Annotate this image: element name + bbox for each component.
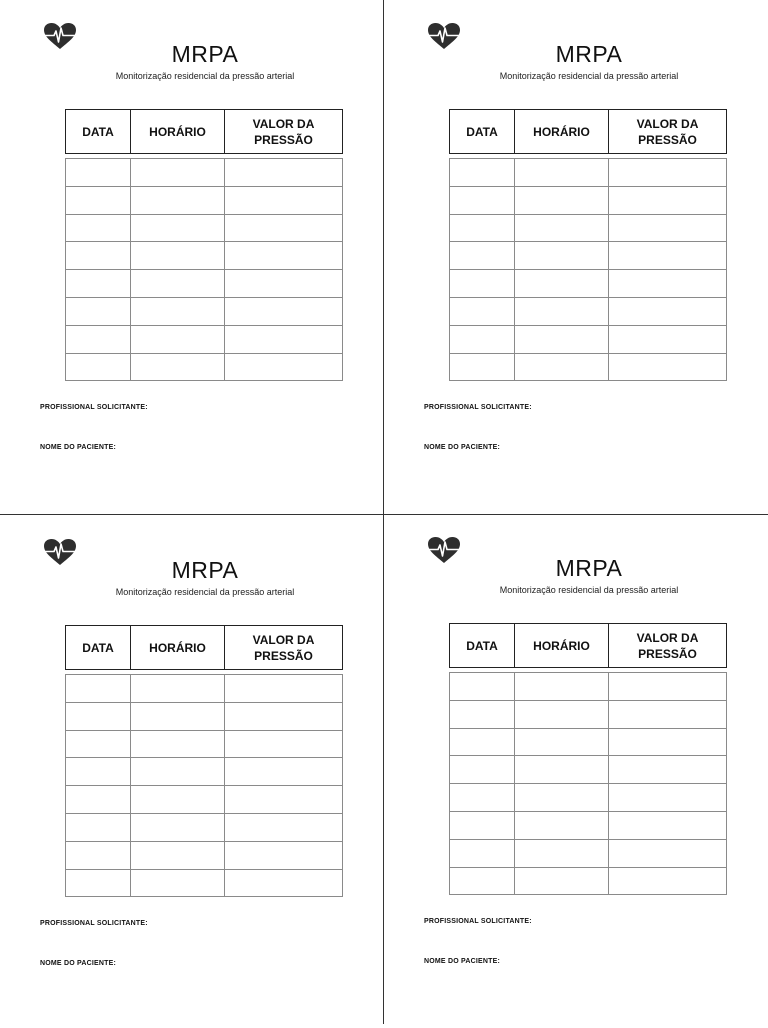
cell-date <box>66 159 131 187</box>
table-row <box>66 242 343 270</box>
cell-time <box>131 869 225 897</box>
patient-label: NOME DO PACIENTE: <box>40 444 116 451</box>
table-row <box>66 702 343 730</box>
cell-pressure <box>225 353 343 381</box>
cell-time <box>131 242 225 270</box>
table-row <box>450 700 727 728</box>
cell-date <box>450 159 515 187</box>
table-row <box>66 297 343 325</box>
mrpa-card <box>0 0 384 512</box>
cell-pressure <box>225 841 343 869</box>
cell-date <box>450 811 515 839</box>
cell-pressure <box>225 730 343 758</box>
card-title: MRPA <box>555 41 623 67</box>
cell-pressure <box>609 325 727 353</box>
cell-date <box>450 214 515 242</box>
cell-time <box>515 811 609 839</box>
column-header-pressure: VALOR DA PRESSÃO <box>252 632 315 663</box>
cell-time <box>515 325 609 353</box>
table-row <box>66 786 343 814</box>
table-row <box>450 242 727 270</box>
cell-pressure <box>609 728 727 756</box>
cell-date <box>450 839 515 867</box>
cell-pressure <box>609 784 727 812</box>
cell-time <box>131 841 225 869</box>
cell-date <box>66 786 131 814</box>
cell-date <box>66 214 131 242</box>
measurement-table <box>65 158 343 381</box>
measurement-table <box>65 674 343 897</box>
table-row <box>450 756 727 784</box>
cell-pressure <box>225 242 343 270</box>
mrpa-card <box>384 0 768 512</box>
cell-date <box>66 353 131 381</box>
table-row <box>66 730 343 758</box>
cell-date <box>450 186 515 214</box>
cell-time <box>131 786 225 814</box>
cell-date <box>450 325 515 353</box>
cell-date <box>450 242 515 270</box>
cell-date <box>450 297 515 325</box>
table-header <box>449 623 727 668</box>
cell-date <box>66 869 131 897</box>
table-row <box>450 186 727 214</box>
table-row <box>450 297 727 325</box>
column-header-pressure: VALOR DA PRESSÃO <box>636 116 699 147</box>
cell-time <box>131 159 225 187</box>
table-row <box>450 839 727 867</box>
card-title: MRPA <box>555 555 623 581</box>
cell-time <box>131 813 225 841</box>
cell-time <box>515 186 609 214</box>
table-row <box>450 867 727 895</box>
cell-date <box>66 325 131 353</box>
table-row <box>450 214 727 242</box>
table-header <box>65 625 343 670</box>
cell-date <box>66 186 131 214</box>
table-row <box>66 675 343 703</box>
cell-time <box>131 730 225 758</box>
table-row <box>66 270 343 298</box>
cell-date <box>450 673 515 701</box>
table-row <box>66 813 343 841</box>
column-header-time: HORÁRIO <box>131 626 225 669</box>
cell-date <box>450 867 515 895</box>
cell-time <box>515 673 609 701</box>
cell-time <box>515 159 609 187</box>
professional-label: PROFISSIONAL SOLICITANTE: <box>40 404 148 411</box>
cell-pressure <box>225 702 343 730</box>
cell-date <box>450 784 515 812</box>
cell-pressure <box>609 297 727 325</box>
measurement-table <box>449 158 727 381</box>
cell-time <box>515 756 609 784</box>
table-row <box>66 186 343 214</box>
mrpa-card <box>384 514 768 1026</box>
table-header <box>65 109 343 154</box>
cell-time <box>515 700 609 728</box>
cell-date <box>450 700 515 728</box>
cell-pressure <box>225 270 343 298</box>
cell-time <box>515 839 609 867</box>
cell-time <box>515 353 609 381</box>
column-header-time: HORÁRIO <box>515 624 609 667</box>
cell-date <box>66 702 131 730</box>
cell-pressure <box>225 186 343 214</box>
card-title: MRPA <box>171 557 239 583</box>
cell-pressure <box>609 811 727 839</box>
column-header-date: DATA <box>66 626 131 669</box>
professional-label: PROFISSIONAL SOLICITANTE: <box>424 404 532 411</box>
cell-pressure <box>225 786 343 814</box>
cell-pressure <box>609 353 727 381</box>
table-row <box>450 325 727 353</box>
cell-date <box>66 297 131 325</box>
table-row <box>66 214 343 242</box>
patient-label: NOME DO PACIENTE: <box>40 960 116 967</box>
cell-time <box>131 297 225 325</box>
table-row <box>66 159 343 187</box>
mrpa-card <box>0 516 384 1028</box>
cell-time <box>131 325 225 353</box>
column-header-date: DATA <box>450 624 515 667</box>
table-row <box>450 811 727 839</box>
cell-time <box>515 728 609 756</box>
cell-time <box>515 297 609 325</box>
card-subtitle: Monitorização residencial da pressão arterial <box>499 71 679 81</box>
cell-pressure <box>609 159 727 187</box>
cell-pressure <box>225 159 343 187</box>
cell-date <box>450 728 515 756</box>
cell-date <box>66 730 131 758</box>
cell-date <box>450 756 515 784</box>
table-row <box>450 159 727 187</box>
cell-pressure <box>225 813 343 841</box>
cell-pressure <box>609 756 727 784</box>
column-header-pressure: VALOR DA PRESSÃO <box>252 116 315 147</box>
card-subtitle: Monitorização residencial da pressão arterial <box>499 585 679 595</box>
cell-pressure <box>609 214 727 242</box>
cell-pressure <box>609 673 727 701</box>
cell-date <box>450 270 515 298</box>
cell-pressure <box>609 186 727 214</box>
cell-time <box>515 784 609 812</box>
table-row <box>450 270 727 298</box>
card-subtitle: Monitorização residencial da pressão arterial <box>115 587 295 597</box>
cell-time <box>515 242 609 270</box>
cell-pressure <box>609 270 727 298</box>
table-row <box>66 325 343 353</box>
professional-label: PROFISSIONAL SOLICITANTE: <box>40 920 148 927</box>
cell-pressure <box>225 758 343 786</box>
patient-label: NOME DO PACIENTE: <box>424 958 500 965</box>
cell-date <box>66 813 131 841</box>
cell-date <box>66 841 131 869</box>
cell-pressure <box>225 214 343 242</box>
cell-pressure <box>225 869 343 897</box>
cell-time <box>515 270 609 298</box>
cell-time <box>515 214 609 242</box>
cell-pressure <box>609 839 727 867</box>
table-row <box>66 869 343 897</box>
table-row <box>450 673 727 701</box>
card-subtitle: Monitorização residencial da pressão arterial <box>115 71 295 81</box>
cell-time <box>131 353 225 381</box>
cell-time <box>131 758 225 786</box>
table-row <box>66 353 343 381</box>
column-header-date: DATA <box>450 110 515 153</box>
cell-date <box>66 242 131 270</box>
cell-date <box>66 675 131 703</box>
table-row <box>450 353 727 381</box>
card-title: MRPA <box>171 41 239 67</box>
table-row <box>66 758 343 786</box>
cell-time <box>131 270 225 298</box>
cell-time <box>131 186 225 214</box>
cell-time <box>131 214 225 242</box>
cell-date <box>450 353 515 381</box>
column-header-time: HORÁRIO <box>515 110 609 153</box>
measurement-table <box>449 672 727 895</box>
table-row <box>66 841 343 869</box>
table-row <box>450 784 727 812</box>
cell-time <box>515 867 609 895</box>
cell-date <box>66 270 131 298</box>
cell-pressure <box>609 867 727 895</box>
cell-time <box>131 675 225 703</box>
cell-pressure <box>225 297 343 325</box>
cell-pressure <box>609 242 727 270</box>
cell-date <box>66 758 131 786</box>
cell-time <box>131 702 225 730</box>
patient-label: NOME DO PACIENTE: <box>424 444 500 451</box>
cell-pressure <box>609 700 727 728</box>
column-header-pressure: VALOR DA PRESSÃO <box>636 630 699 661</box>
cell-pressure <box>225 325 343 353</box>
table-row <box>450 728 727 756</box>
table-header <box>449 109 727 154</box>
cell-pressure <box>225 675 343 703</box>
column-header-time: HORÁRIO <box>131 110 225 153</box>
professional-label: PROFISSIONAL SOLICITANTE: <box>424 918 532 925</box>
column-header-date: DATA <box>66 110 131 153</box>
